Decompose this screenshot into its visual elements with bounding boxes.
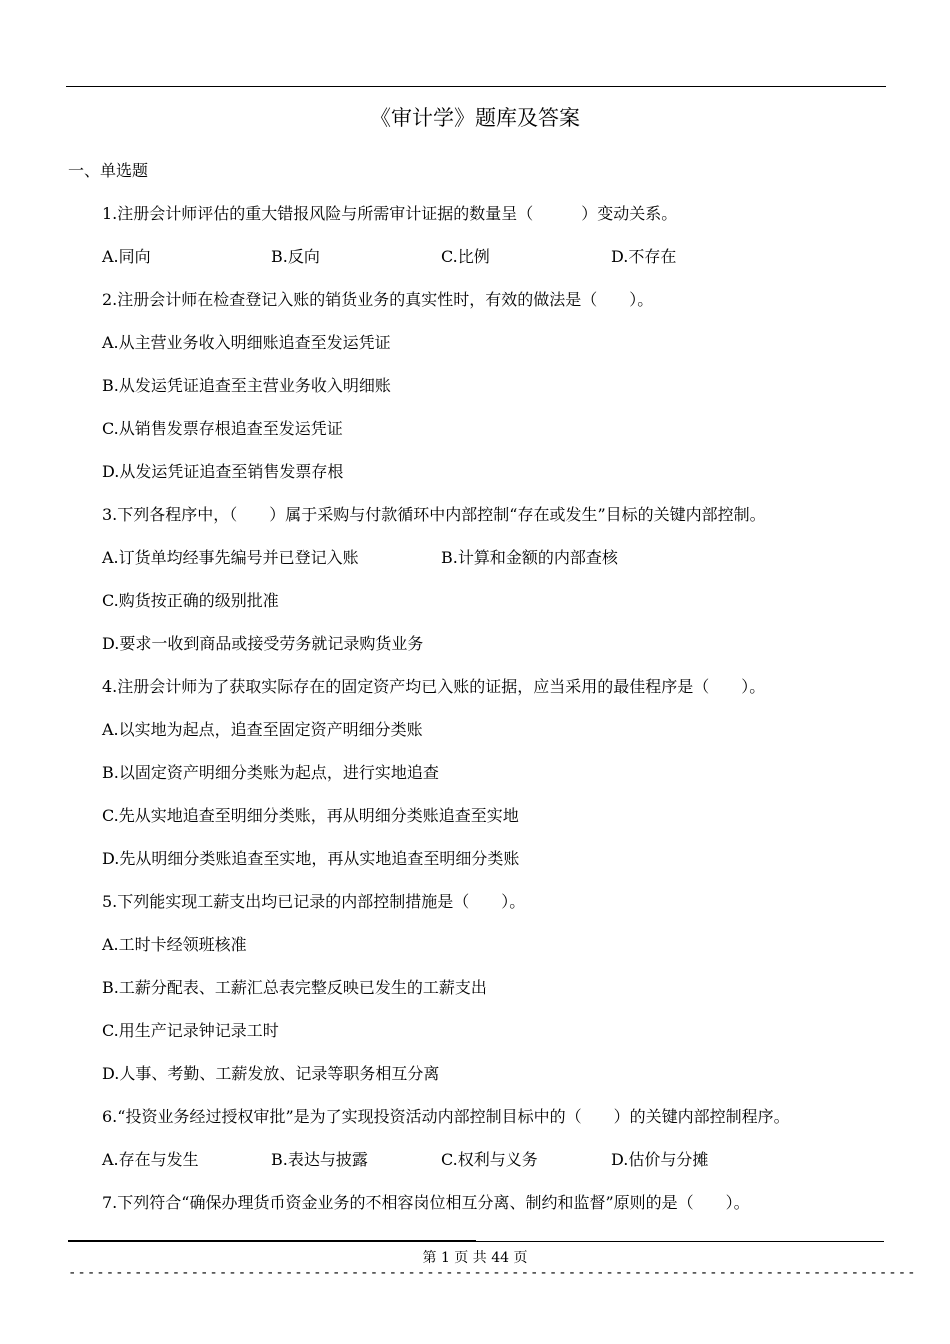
- question-2-option-c: C.从销售发票存根追查至发运凭证: [102, 419, 343, 438]
- question-2-option-b: B.从发运凭证追查至主营业务收入明细账: [102, 376, 391, 395]
- question-5-stem: 5.下列能实现工薪支出均已记录的内部控制措施是（ ）。: [102, 892, 526, 911]
- footer-rule-thick: [68, 1240, 476, 1242]
- question-3-option-b: B.计算和金额的内部查核: [441, 548, 618, 567]
- question-2-option-d: D.从发运凭证追查至销售发票存根: [102, 462, 344, 481]
- page-number: 第 1 页 共 44 页: [422, 1250, 528, 1266]
- question-4-option-a: A.以实地为起点，追查至固定资产明细分类账: [102, 720, 423, 739]
- question-4-option-c: C.先从实地追查至明细分类账，再从明细分类账追查至实地: [102, 806, 519, 825]
- question-5-option-a: A.工时卡经领班核准: [102, 935, 247, 954]
- question-7-stem: 7.下列符合“确保办理货币资金业务的不相容岗位相互分离、制约和监督”原则的是（ ）。: [102, 1193, 750, 1212]
- question-2-option-a: A.从主营业务收入明细账追查至发运凭证: [102, 333, 391, 352]
- question-1-option-c: C.比例: [441, 247, 490, 266]
- question-4-stem: 4.注册会计师为了获取实际存在的固定资产均已入账的证据，应当采用的最佳程序是（ ）。: [102, 677, 766, 696]
- question-4-option-d: D.先从明细分类账追查至实地，再从实地追查至明细分类账: [102, 849, 520, 868]
- header-rule: [66, 86, 886, 87]
- question-3-option-d: D.要求一收到商品或接受劳务就记录购货业务: [102, 634, 424, 653]
- question-3-stem: 3.下列各程序中，（ ）属于采购与付款循环中内部控制“存在或发生”目标的关键内部控制。: [102, 505, 766, 524]
- section-heading: 一、单选题: [68, 161, 149, 180]
- question-1-option-a: A.同向: [102, 247, 151, 266]
- question-5-option-d: D.人事、考勤、工薪发放、记录等职务相互分离: [102, 1064, 440, 1083]
- question-1-option-b: B.反向: [271, 247, 320, 266]
- dashed-separator: ------------------------------------------------------------------------------------------: [68, 1265, 917, 1281]
- question-6-option-d: D.估价与分摊: [611, 1150, 709, 1169]
- question-5-option-b: B.工薪分配表、工薪汇总表完整反映已发生的工薪支出: [102, 978, 487, 997]
- question-6-option-a: A.存在与发生: [102, 1150, 199, 1169]
- question-3-option-c: C.购货按正确的级别批准: [102, 591, 279, 610]
- question-3-option-a: A.订货单均经事先编号并已登记入账: [102, 548, 359, 567]
- question-2-stem: 2.注册会计师在检查登记入账的销货业务的真实性时，有效的做法是（ ）。: [102, 290, 654, 309]
- question-4-option-b: B.以固定资产明细分类账为起点，进行实地追查: [102, 763, 439, 782]
- question-6-option-c: C.权利与义务: [441, 1150, 538, 1169]
- document-title: 《审计学》题库及答案: [370, 106, 580, 130]
- question-1-option-d: D.不存在: [611, 247, 677, 266]
- question-6-stem: 6.“投资业务经过授权审批”是为了实现投资活动内部控制目标中的（ ）的关键内部控制程序。: [102, 1107, 790, 1126]
- question-5-option-c: C.用生产记录钟记录工时: [102, 1021, 279, 1040]
- question-1-stem: 1.注册会计师评估的重大错报风险与所需审计证据的数量呈（ ）变动关系。: [102, 204, 678, 223]
- question-6-option-b: B.表达与披露: [271, 1150, 368, 1169]
